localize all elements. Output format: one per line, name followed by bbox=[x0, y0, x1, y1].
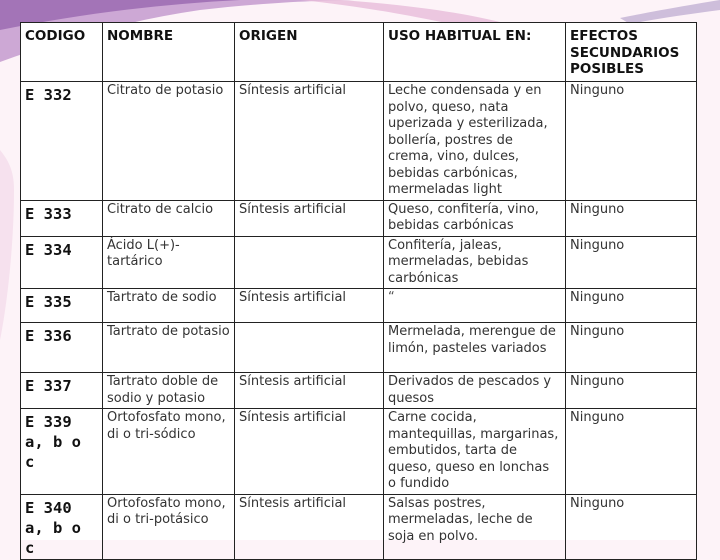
header-efectos: EFECTOS SECUNDARIOS POSIBLES bbox=[566, 23, 697, 82]
header-codigo: CODIGO bbox=[21, 23, 103, 82]
cell-efectos: Ninguno bbox=[566, 323, 697, 373]
cell-origen bbox=[235, 323, 384, 373]
cell-efectos: Ninguno bbox=[566, 236, 697, 289]
cell-nombre: Ortofosfato mono, di o tri-sódico bbox=[103, 409, 235, 495]
header-uso: USO HABITUAL EN: bbox=[384, 23, 566, 82]
cell-codigo: E 334 bbox=[21, 236, 103, 289]
cell-nombre: Tartrato de potasio bbox=[103, 323, 235, 373]
cell-origen: Síntesis artificial bbox=[235, 409, 384, 495]
header-nombre: NOMBRE bbox=[103, 23, 235, 82]
cell-nombre: Ácido L(+)-tartárico bbox=[103, 236, 235, 289]
table-row bbox=[21, 236, 697, 289]
cell-nombre: Tartrato doble de sodio y potasio bbox=[103, 373, 235, 409]
cell-uso: Carne cocida, mantequillas, margarinas, embutidos, tarta de queso, queso en lonchas o fundido bbox=[384, 409, 566, 495]
cell-efectos: Ninguno bbox=[566, 200, 697, 236]
cell-efectos: Ninguno bbox=[566, 289, 697, 323]
cell-codigo: E 339 a, b o c bbox=[21, 409, 103, 495]
cell-efectos: Ninguno bbox=[566, 373, 697, 409]
table-row bbox=[21, 323, 697, 373]
table-row bbox=[21, 82, 697, 201]
cell-origen: Síntesis artificial bbox=[235, 82, 384, 201]
cell-uso: Derivados de pescados y quesos bbox=[384, 373, 566, 409]
cell-uso: Mermelada, merengue de limón, pasteles variados bbox=[384, 323, 566, 373]
table-row bbox=[21, 409, 697, 495]
cell-codigo: E 337 bbox=[21, 373, 103, 409]
cell-origen: Síntesis artificial bbox=[235, 373, 384, 409]
cell-efectos: Ninguno bbox=[566, 82, 697, 201]
cell-efectos: Ninguno bbox=[566, 409, 697, 495]
cell-uso: Confitería, jaleas, mermeladas, bebidas carbónicas bbox=[384, 236, 566, 289]
cell-nombre: Citrato de potasio bbox=[103, 82, 235, 201]
cell-codigo: E 340 a, b o c bbox=[21, 494, 103, 559]
cell-codigo: E 333 bbox=[21, 200, 103, 236]
table-row bbox=[21, 494, 697, 559]
cell-efectos: Ninguno bbox=[566, 494, 697, 559]
table-row bbox=[21, 289, 697, 323]
cell-nombre: Citrato de calcio bbox=[103, 200, 235, 236]
cell-origen bbox=[235, 236, 384, 289]
cell-uso: “ bbox=[384, 289, 566, 323]
cell-nombre: Tartrato de sodio bbox=[103, 289, 235, 323]
cell-uso: Leche condensada y en polvo, queso, nata uperizada y esterilizada, bollería, postres de crema, vino, dulces, bebidas carbónicas, mermeladas light bbox=[384, 82, 566, 201]
cell-origen: Síntesis artificial bbox=[235, 200, 384, 236]
cell-origen: Síntesis artificial bbox=[235, 494, 384, 559]
additives-table bbox=[20, 22, 697, 560]
cell-origen: Síntesis artificial bbox=[235, 289, 384, 323]
table-row bbox=[21, 200, 697, 236]
cell-codigo: E 336 bbox=[21, 323, 103, 373]
cell-codigo: E 332 bbox=[21, 82, 103, 201]
cell-nombre: Ortofosfato mono, di o tri-potásico bbox=[103, 494, 235, 559]
header-origen: ORIGEN bbox=[235, 23, 384, 82]
table-row bbox=[21, 373, 697, 409]
table-header-row bbox=[21, 23, 697, 82]
cell-codigo: E 335 bbox=[21, 289, 103, 323]
cell-uso: Queso, confitería, vino, bebidas carbónicas bbox=[384, 200, 566, 236]
additives-table-container bbox=[20, 22, 696, 557]
cell-uso: Salsas postres, mermeladas, leche de soja en polvo. bbox=[384, 494, 566, 559]
